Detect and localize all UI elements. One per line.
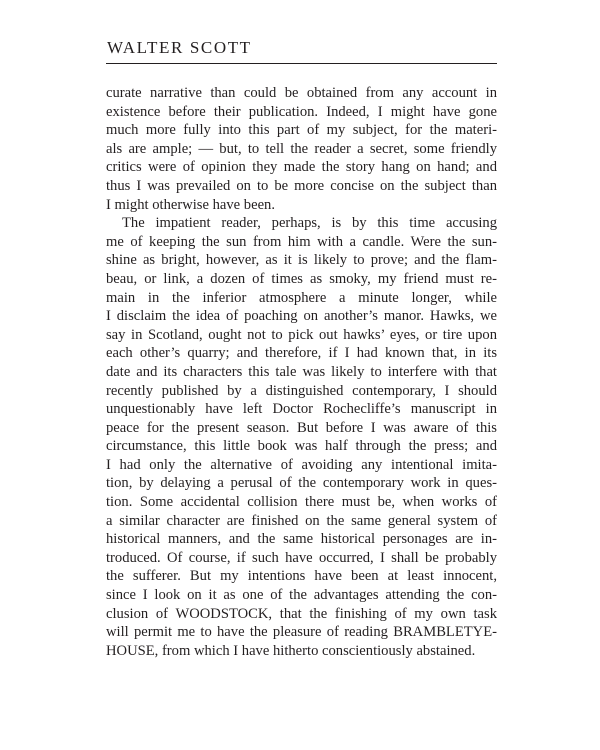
text-line: since I look on it as one of the advantages attending the con- <box>106 587 497 604</box>
text-line: beau, or link, a dozen of times as smoky, my friend must re- <box>106 270 497 287</box>
text-line: unquestionably have left Doctor Rochecliffe’s manuscript in <box>106 401 497 418</box>
text-line: date and its characters this tale was likely to interfere with that <box>106 363 497 380</box>
text-line: me of keeping the sun from him with a candle. Were the sun- <box>106 233 497 250</box>
body-text <box>106 84 497 660</box>
text-line: peace for the present season. But before I was aware of this <box>106 419 497 436</box>
paragraph <box>106 84 497 214</box>
text-line: troduced. Of course, if such have occurred, I shall be probably <box>106 549 497 566</box>
header-rule <box>106 63 497 64</box>
text-line: recently published by a distinguished contemporary, I should <box>106 382 497 399</box>
text-line: much more fully into this part of my subject, for the materi- <box>106 122 497 139</box>
text-line: historical manners, and the same historical personages are in- <box>106 531 497 548</box>
text-line: clusion of WOODSTOCK, that the finishing of my own task <box>106 605 497 622</box>
text-line: will permit me to have the pleasure of reading BRAMBLETYE- <box>106 624 497 641</box>
text-line: main in the inferior atmosphere a minute longer, while <box>106 289 497 306</box>
text-line: curate narrative than could be obtained from any account in <box>106 85 497 101</box>
text-line: existence before their publication. Indeed, I might have gone <box>106 103 497 120</box>
text-line: the sufferer. But my intentions have been at least innocent, <box>106 568 497 585</box>
text-line: als are ample; — but, to tell the reader a secret, some friendly <box>106 140 497 157</box>
text-line: shine as bright, however, as it is likely to prove; and the flam- <box>106 252 497 269</box>
text-line: say in Scotland, ought not to pick out hawks’ eyes, or tire upon <box>106 326 497 343</box>
text-line: tion. Some accidental collision there must be, when works of <box>106 494 497 511</box>
paragraph <box>106 214 497 660</box>
text-line: The impatient reader, perhaps, is by this time accusing <box>122 215 497 232</box>
text-line: I disclaim the idea of poaching on another’s manor. Hawks, we <box>106 308 497 325</box>
text-line: I might otherwise have been. <box>106 196 275 213</box>
text-line: circumstance, this little book was half through the press; and <box>106 438 497 455</box>
text-line: I had only the alternative of avoiding any intentional imita- <box>106 456 497 473</box>
text-line: critics were of opinion they made the story hang on hand; and <box>106 159 497 176</box>
text-line: HOUSE, from which I have hitherto conscientiously abstained. <box>106 642 476 659</box>
text-line: thus I was prevailed on to be more concise on the subject than <box>106 177 497 194</box>
running-head: WALTER SCOTT <box>107 38 252 57</box>
text-line: each other’s quarry; and therefore, if I had known that, in its <box>106 345 497 362</box>
text-line: a similar character are finished on the same general system of <box>106 512 497 529</box>
text-line: tion, by delaying a perusal of the contemporary work in ques- <box>106 475 497 492</box>
